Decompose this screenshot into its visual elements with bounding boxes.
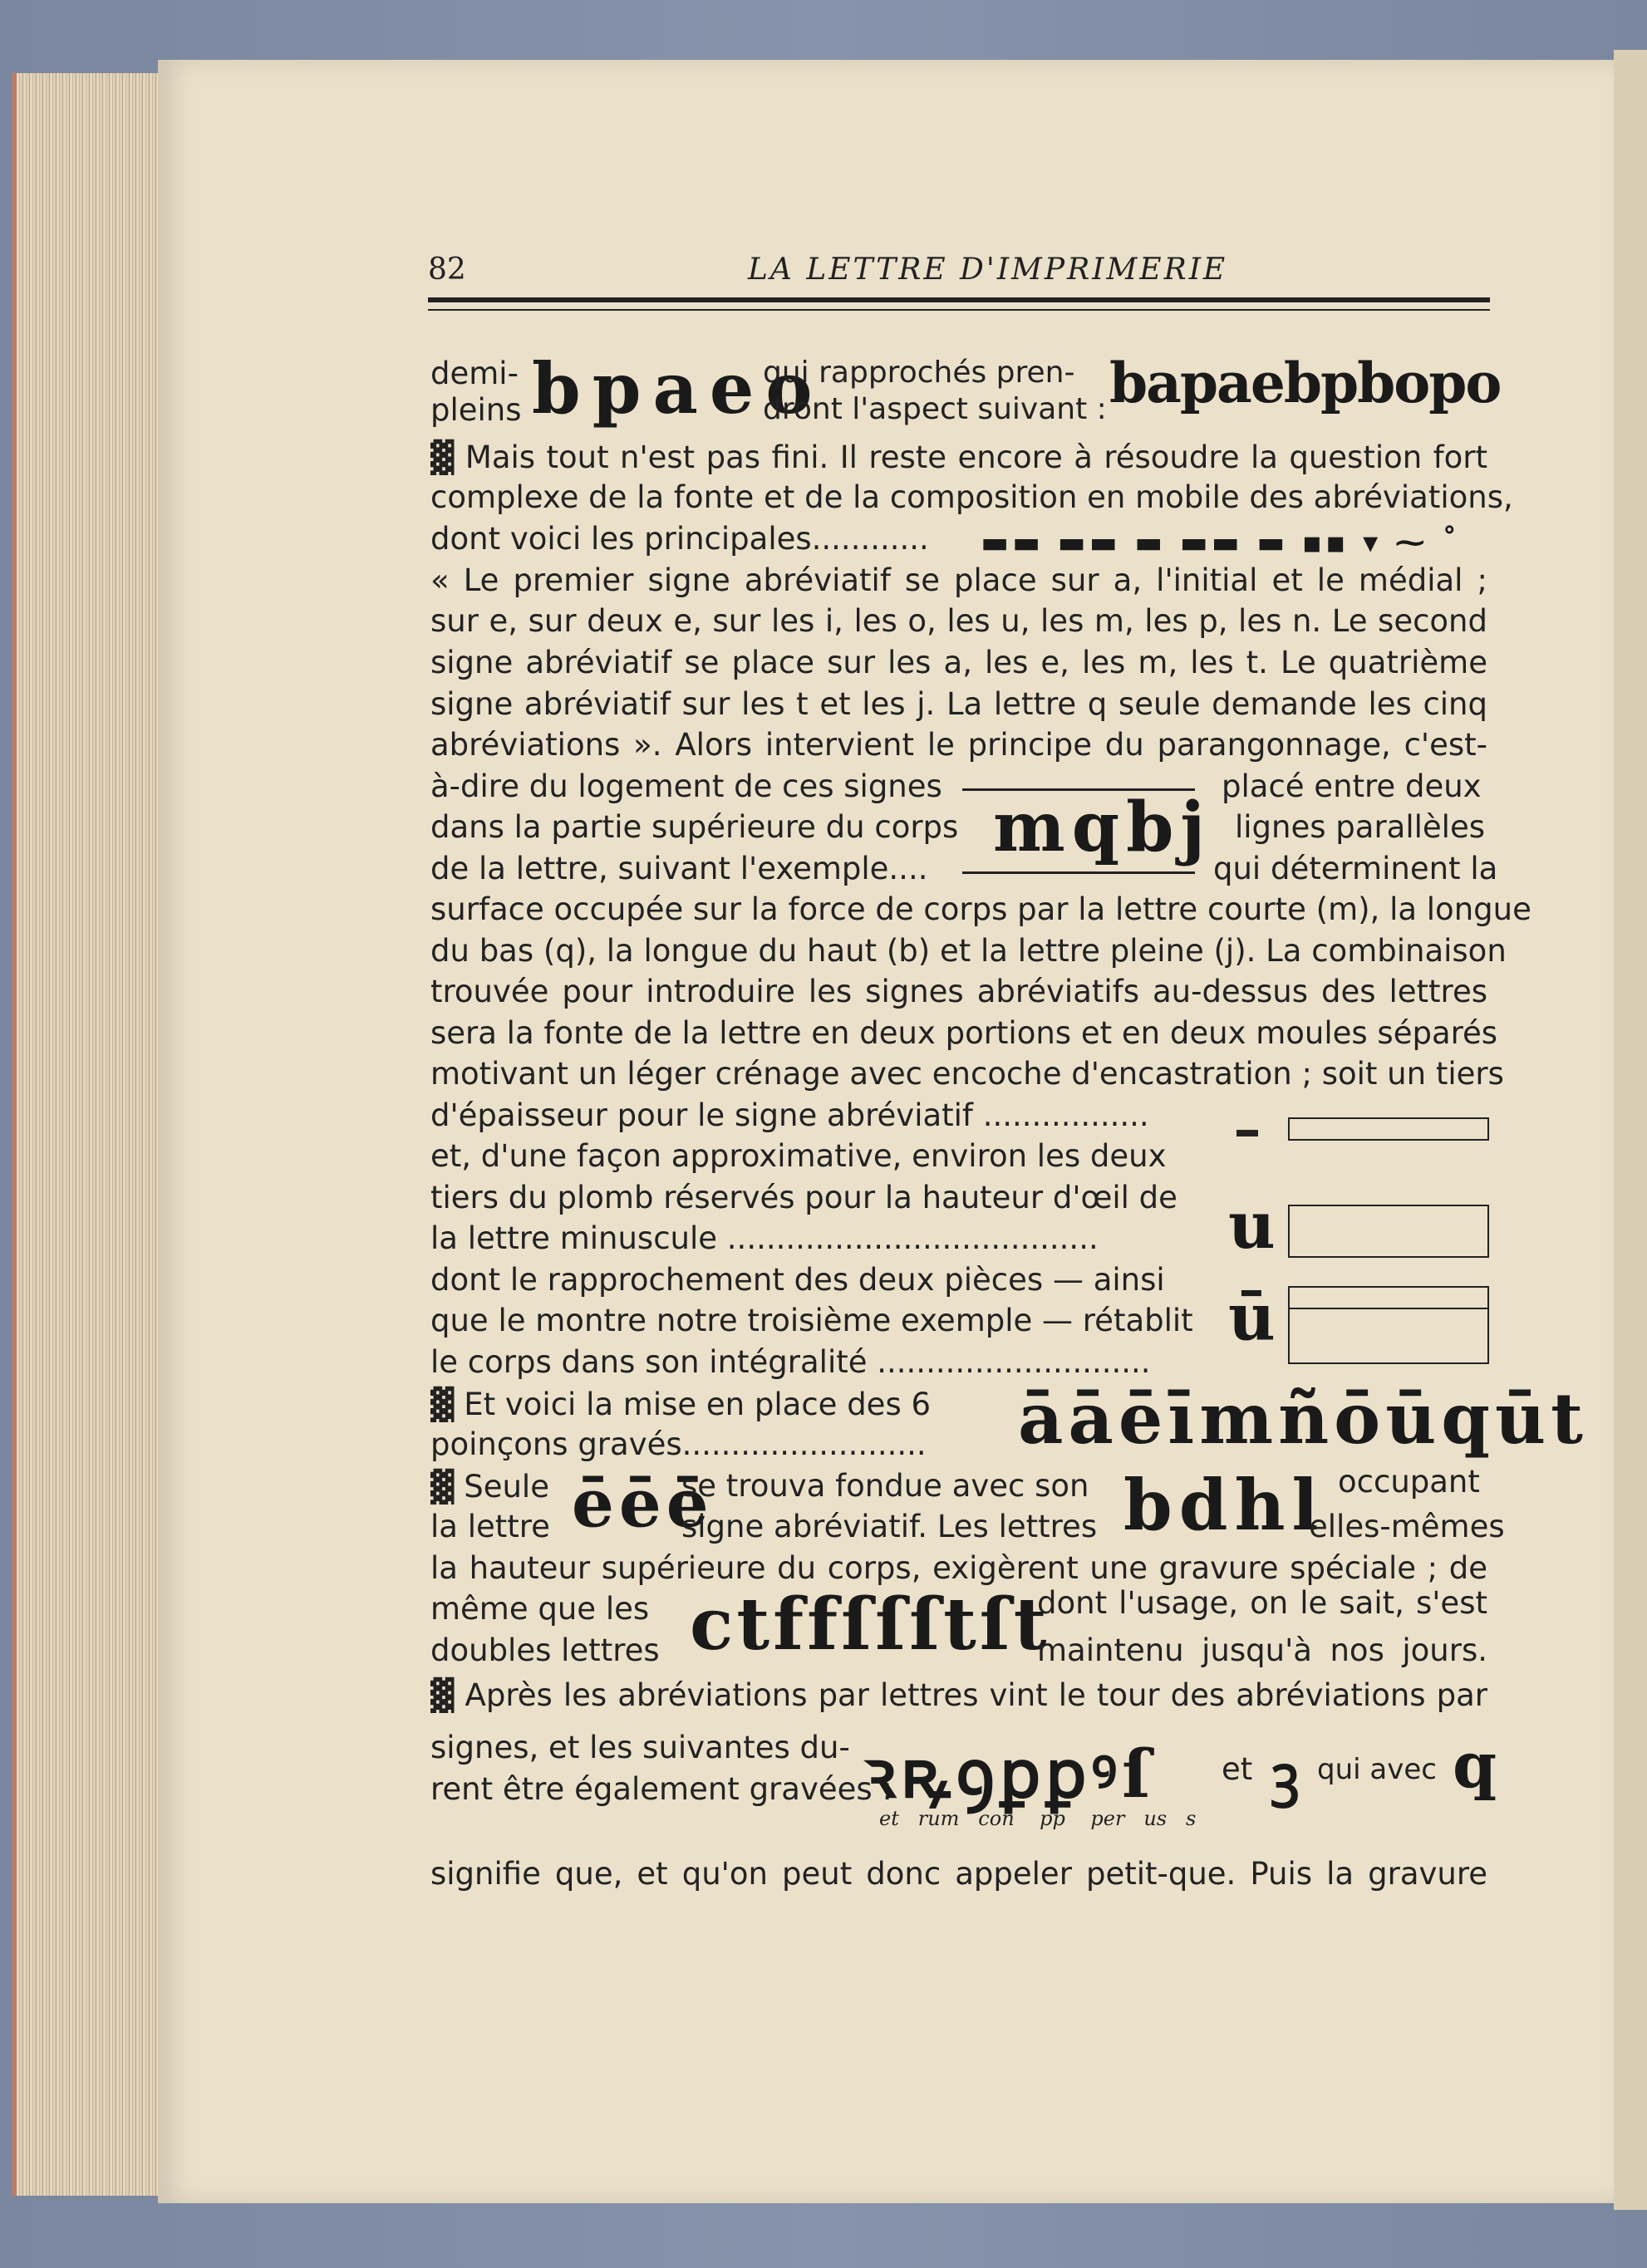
header-rule — [428, 297, 1490, 302]
text-line: « Le premier signe abréviatif se place sur a, l'initial et le médial ; — [430, 562, 1487, 598]
gothic-punches: āāēīmñōūqūt — [1018, 1377, 1588, 1460]
gothic-ligatures-double: ctffſſſtſt — [690, 1583, 1050, 1667]
gothic-z-sign: ꝫ — [1271, 1743, 1300, 1808]
text-line: et — [1222, 1751, 1253, 1787]
text-line: ▓ Mais tout n'est pas fini. Il reste encore à résoudre la question fort — [430, 439, 1487, 475]
combined-mould-diagram — [1288, 1286, 1489, 1364]
text-line: dont le rapprochement des deux pièces — ainsi — [430, 1262, 1165, 1298]
text-line: d'épaisseur pour le signe abréviatif ................. — [430, 1097, 1149, 1133]
next-page-sliver — [1614, 50, 1647, 2210]
text-line: elles-mêmes — [1309, 1509, 1505, 1544]
text-line: abréviations ». Alors intervient le principe du parangonnage, c'est- — [430, 727, 1487, 763]
text-line: dont l'usage, on le sait, s'est — [1037, 1585, 1487, 1621]
text-line: le corps dans son intégralité ............................ — [430, 1344, 1151, 1380]
text-line: même que les — [430, 1591, 650, 1627]
text-line: signe abréviatif se place sur les a, les e, les m, les t. Le quatrième — [430, 645, 1487, 680]
text-line: se trouva fondue avec son — [681, 1468, 1089, 1504]
text-line: la lettre minuscule ...................................... — [430, 1220, 1099, 1256]
text-line: poinçons gravés......................... — [430, 1426, 927, 1462]
abbrev-sign-piece — [1236, 1130, 1258, 1136]
text-line: rent être également gravées : — [430, 1771, 892, 1807]
text-line: sera la fonte de la lettre en deux portions et en deux moules séparés — [430, 1015, 1498, 1051]
text-line: la lettre — [430, 1509, 550, 1544]
gothic-sample-mqbj: mqbj — [993, 788, 1212, 867]
text-line: du bas (q), la longue du haut (b) et la lettre pleine (j). La combinaison — [430, 933, 1507, 969]
paragraph-mark: ▓ — [430, 439, 455, 475]
gothic-e-bars: ēēē — [572, 1464, 714, 1542]
text-line: signe abréviatif. Les lettres — [681, 1509, 1098, 1544]
text-line: tiers du plomb réservés pour la hauteur d'œil de — [430, 1180, 1177, 1215]
text-line: qui déterminent la — [1213, 851, 1498, 886]
lower-parallel-line — [962, 871, 1195, 874]
page-edges — [12, 73, 175, 2196]
text-line: pleins — [430, 392, 522, 428]
text-line: ▓ Seule — [430, 1468, 549, 1505]
gothic-abbrev-signs: ꝛꝶꝯꝑꝑꝰſ — [864, 1735, 1156, 1813]
text-line: occupant — [1338, 1464, 1480, 1500]
page-number: 82 — [428, 253, 466, 287]
sign-mould-diagram — [1288, 1117, 1489, 1141]
running-title: LA LETTRE D'IMPRIMERIE — [748, 253, 1228, 287]
text-line: dront l'aspect suivant : — [763, 392, 1107, 426]
text-line: de la lettre, suivant l'exemple.... — [430, 851, 928, 886]
text-line: ▓ Et voici la mise en place des 6 — [430, 1386, 932, 1422]
mould-join-line — [1288, 1308, 1487, 1309]
letter-mould-diagram — [1288, 1205, 1489, 1258]
text-line: signifie que, et qu'on peut donc appeler petit-que. Puis la gravure — [430, 1856, 1487, 1892]
text-line: dont voici les principales............ — [430, 521, 929, 557]
text-line: lignes parallèles — [1235, 809, 1485, 845]
gothic-bdhl: bdhl — [1123, 1464, 1325, 1546]
text-line: trouvée pour introduire les signes abréviatifs au-dessus des lettres — [430, 974, 1487, 1009]
text-line: signe abréviatif sur les t et les j. La lettre q seule demande les cinq — [430, 686, 1487, 722]
letter-u-bar-sample: ū — [1228, 1279, 1276, 1355]
text-line: demi- — [430, 356, 519, 391]
text-line: sur e, sur deux e, sur les i, les o, les u, les m, les p, les n. Le second — [430, 603, 1487, 639]
sign-meanings: et rum con pp per us s — [879, 1807, 1197, 1830]
text-line: signes, et les suivantes du- — [430, 1730, 850, 1765]
gothic-ligatures: bapaebpbopo — [1109, 351, 1501, 415]
abbreviation-signs: ▬▬ ▬▬ ▬ ▬▬ ▬ ▪▪ ▾ ⁓ ˚ — [981, 525, 1461, 560]
letter-u-sample: u — [1228, 1188, 1276, 1264]
text-line: qui rapprochés pren- — [763, 356, 1075, 390]
text-line: placé entre deux — [1222, 768, 1482, 804]
header-rule-thin — [428, 309, 1490, 311]
text-line: ▓ Après les abréviations par lettres vint le tour des abréviations par — [430, 1676, 1487, 1713]
text-line: maintenu jusqu'à nos jours. — [1037, 1632, 1487, 1668]
text-line: surface occupée sur la force de corps par la lettre courte (m), la longue — [430, 891, 1531, 927]
text-line: qui avec — [1317, 1753, 1437, 1786]
text-line: motivant un léger crénage avec encoche d'encastration ; soit un tiers — [430, 1056, 1504, 1092]
text-line: complexe de la fonte et de la composition en mobile des abréviations, — [430, 479, 1513, 515]
gothic-sample: bpaeo — [532, 347, 824, 430]
text-line: que le montre notre troisième exemple — rétablit — [430, 1303, 1193, 1338]
text-line: doubles lettres — [430, 1632, 660, 1668]
text-line: la hauteur supérieure du corps, exigèrent une gravure spéciale ; de — [430, 1550, 1487, 1586]
text-line: à-dire du logement de ces signes — [430, 768, 942, 804]
gothic-q-sign: q — [1453, 1728, 1497, 1802]
text-line: dans la partie supérieure du corps — [430, 809, 959, 845]
text-line: et, d'une façon approximative, environ les deux — [430, 1138, 1167, 1174]
